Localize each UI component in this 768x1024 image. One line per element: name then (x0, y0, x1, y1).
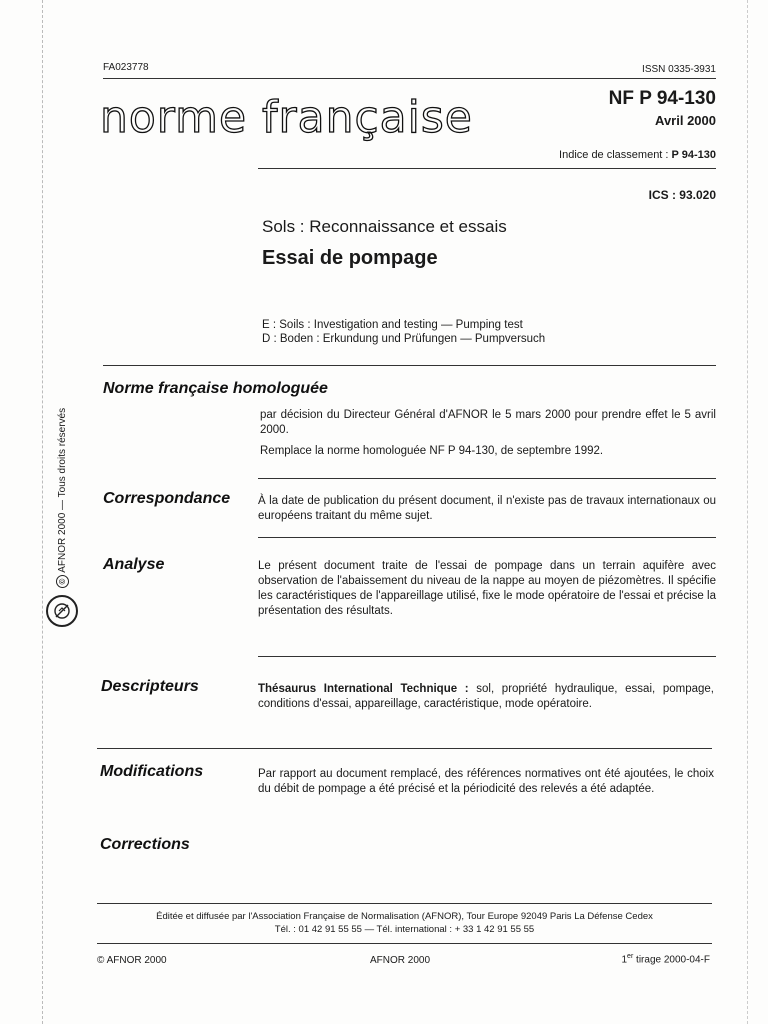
homologuee-text: par décision du Directeur Général d'AFNOR le 5 mars 2000 pour prendre effet le 5 avril 2000. (260, 409, 716, 436)
footer-rule (97, 903, 712, 904)
print-run-text: tirage 2000-04-F (633, 954, 710, 966)
corrections-heading: Corrections (100, 836, 190, 853)
copyright-symbol: © (56, 575, 69, 588)
print-run (621, 953, 710, 965)
descripteurs-text (258, 682, 714, 712)
seal-icon (46, 595, 78, 627)
header-rule (103, 78, 716, 79)
correspondance-text: À la date de publication du présent document, il n'existe pas de travaux internationaux ou européens traitant du même sujet. (258, 495, 716, 522)
modifications-heading: Modifications (100, 763, 204, 780)
scan-edge-right (747, 0, 748, 1024)
print-run-number: 1 (621, 954, 628, 966)
homologuee-replaces: Remplace la norme homologuée NF P 94-130, de septembre 1992. (260, 445, 604, 457)
classement-label: Indice de classement : (559, 149, 669, 161)
issn: ISSN 0335-3931 (642, 64, 716, 75)
footer-center: AFNOR 2000 (370, 955, 431, 966)
norm-date: Avril 2000 (655, 113, 716, 128)
document-title: Essai de pompage (262, 247, 438, 269)
publisher-info: Éditée et diffusée par l'Association Française de Normalisation (AFNOR), Tour Europe 92049 Paris La Défense Cedex (156, 911, 653, 922)
section-rule (258, 537, 716, 538)
modifications-text: Par rapport au document remplacé, des références normatives ont été ajoutées, le choix du débit de pompage a été précisé et la périodicité des relevés a été adaptée. (258, 768, 714, 795)
translation-english: E : Soils : Investigation and testing — Pumping test (262, 319, 523, 331)
rights-text: AFNOR 2000 — Tous droits réservés (57, 407, 69, 573)
norm-reference: NF P 94-130 (608, 88, 716, 109)
thesaurus-label: Thésaurus International Technique : (258, 683, 469, 695)
descripteurs-heading: Descripteurs (101, 678, 199, 695)
document-subtitle: Sols : Reconnaissance et essais (262, 217, 507, 236)
correspondance-heading: Correspondance (103, 490, 231, 507)
scan-edge-left (42, 0, 43, 1024)
seal-glyph-icon (53, 602, 71, 620)
analyse-text: Le présent document traite de l'essai de pompage dans un terrain aquifère avec observation de l'abaissement du niveau de la nappe au moyen de piézomètres. Il spécifie les caractéristiques de l'appareillage utilisé, fixe le mode opératoire de l'essai et précise la présentation des résultats. (258, 560, 716, 617)
footer-copyright: © AFNOR 2000 (97, 955, 167, 966)
section-rule (103, 365, 716, 366)
classement-rule (258, 168, 716, 169)
section-rule (258, 478, 716, 479)
footer-rule (97, 943, 712, 944)
ics-code: ICS : 93.020 (648, 188, 716, 202)
homologuee-heading: Norme française homologuée (103, 380, 328, 397)
brand-logo: norme française (100, 92, 473, 143)
descripteurs-terms: sol, propriété hydraulique, essai, pompage, conditions d'essai, appareillage, caractéristique, mode opératoire. (258, 683, 714, 710)
translation-german: D : Boden : Erkundung und Prüfungen — Pumpversuch (262, 333, 546, 345)
analyse-heading: Analyse (103, 556, 165, 573)
rights-notice (56, 408, 69, 588)
document-code: FA023778 (103, 62, 149, 73)
print-run-suffix: er (627, 953, 634, 960)
classement-value: P 94-130 (671, 149, 716, 161)
section-rule (258, 656, 716, 657)
section-rule (97, 748, 712, 749)
classement-index (559, 149, 716, 161)
publisher-phones: Tél. : 01 42 91 55 55 — Tél. international : + 33 1 42 91 55 55 (274, 924, 535, 935)
